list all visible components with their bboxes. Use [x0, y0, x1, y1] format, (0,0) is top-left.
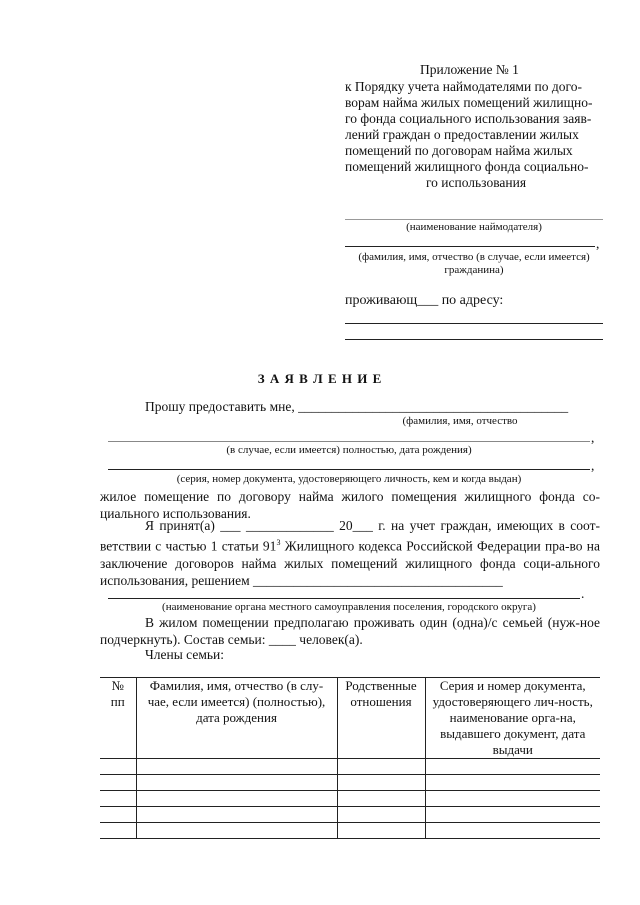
family-members-table — [100, 677, 600, 839]
accepted-text-1: Я принят(а) ___ _____________ 20___ г. на учет граждан, имеющих в соот-ветствии с частью 1 статьи 91 — [100, 518, 600, 554]
citizen-fio-line[interactable] — [345, 246, 595, 247]
appendix-line: го фонда социального использования заяв- — [345, 111, 592, 126]
table-row — [100, 759, 600, 775]
request-caption: (фамилия, имя, отчество — [402, 415, 518, 427]
col-fio-header: Фамилия, имя, отчество (в слу-чае, если имеется) (полностью), дата рождения — [136, 678, 337, 759]
id-document-line[interactable] — [108, 469, 590, 470]
table-cell[interactable] — [425, 807, 600, 823]
citizen-fio-caption-2: гражданина) — [444, 264, 504, 276]
col-document-header: Серия и номер документа, удостоверяющего лич-ность, наименование орга-на, выдавшего документ, дата выдачи — [425, 678, 600, 759]
address-line-2[interactable] — [345, 339, 603, 340]
appendix-description — [345, 79, 607, 191]
organ-caption: (наименование органа местного самоуправления поселения, городского округа) — [162, 601, 536, 613]
appendix-line: помещений жилищного фонда социально- — [345, 159, 589, 174]
table-cell[interactable] — [136, 759, 337, 775]
fio-full-caption: (в случае, если имеется) полностью, дата рождения) — [226, 444, 472, 456]
appendix-line: го использования — [425, 175, 527, 190]
table-cell[interactable] — [337, 775, 425, 791]
table-cell[interactable] — [425, 823, 600, 839]
id-document-caption: (серия, номер документа, удостоверяющего личность, кем и когда выдан) — [176, 473, 522, 485]
table-cell[interactable] — [136, 791, 337, 807]
request-line: Прошу предоставить мне, ________________________________________ — [145, 399, 569, 414]
accepted-paragraph — [100, 517, 600, 589]
table-cell[interactable] — [100, 791, 136, 807]
housing-paragraph: жилое помещение по договору найма жилого помещения жилищного фонда со-циального использования. — [100, 489, 600, 521]
table-body — [100, 759, 600, 839]
address-line-1[interactable] — [345, 323, 603, 324]
appendix-line: ворам найма жилых помещений жилищно- — [345, 95, 593, 110]
appendix-title: Приложение № 1 — [420, 62, 519, 77]
residing-label: проживающ___ по адресу: — [345, 293, 504, 308]
members-label: Члены семьи: — [145, 647, 224, 662]
col-relation-header: Родственные отношения — [337, 678, 425, 759]
table-row — [100, 807, 600, 823]
appendix-line: к Порядку учета наймодателями по дого- — [345, 79, 582, 94]
appendix-line: лений граждан о предоставлении жилых — [345, 127, 579, 142]
table-cell[interactable] — [337, 823, 425, 839]
landlord-line[interactable] — [345, 219, 603, 220]
family-paragraph: В жилом помещении предполагаю проживать один (одна)/с семьей (нуж-ное подчеркнуть). Состав семьи: ____ человек(а). — [100, 615, 600, 647]
table-row — [100, 791, 600, 807]
table-cell[interactable] — [136, 823, 337, 839]
table-cell[interactable] — [136, 775, 337, 791]
comma: , — [591, 458, 595, 473]
table-cell[interactable] — [337, 807, 425, 823]
table-cell[interactable] — [136, 807, 337, 823]
table-row — [100, 775, 600, 791]
period: . — [581, 586, 585, 601]
table-cell[interactable] — [100, 823, 136, 839]
table-cell[interactable] — [100, 759, 136, 775]
table-cell[interactable] — [100, 775, 136, 791]
landlord-caption: (наименование наймодателя) — [406, 221, 542, 233]
appendix-line: помещений по договорам найма жилых — [345, 143, 573, 158]
accepted-text-2: Жилищного кодекса Российской Федерации пра-во на заключение договоров найма жилых помещений жилищного фонда соци-ального использования, решением _____________________________________ — [100, 538, 600, 588]
table-row — [100, 823, 600, 839]
table-cell[interactable] — [425, 775, 600, 791]
comma: , — [591, 430, 595, 445]
article-superscript: 3 — [276, 538, 281, 547]
document-title: З А Я В Л Е Н И Е — [257, 371, 383, 386]
table-header-row — [100, 678, 600, 759]
fio-full-line[interactable] — [108, 441, 590, 442]
table-cell[interactable] — [425, 791, 600, 807]
table-cell[interactable] — [337, 759, 425, 775]
comma: , — [596, 236, 600, 251]
citizen-fio-caption: (фамилия, имя, отчество (в случае, если имеется) — [358, 251, 590, 263]
organ-line[interactable] — [108, 598, 580, 599]
col-number-header: № пп — [100, 678, 136, 759]
table-cell[interactable] — [337, 791, 425, 807]
table-cell[interactable] — [100, 807, 136, 823]
table-cell[interactable] — [425, 759, 600, 775]
